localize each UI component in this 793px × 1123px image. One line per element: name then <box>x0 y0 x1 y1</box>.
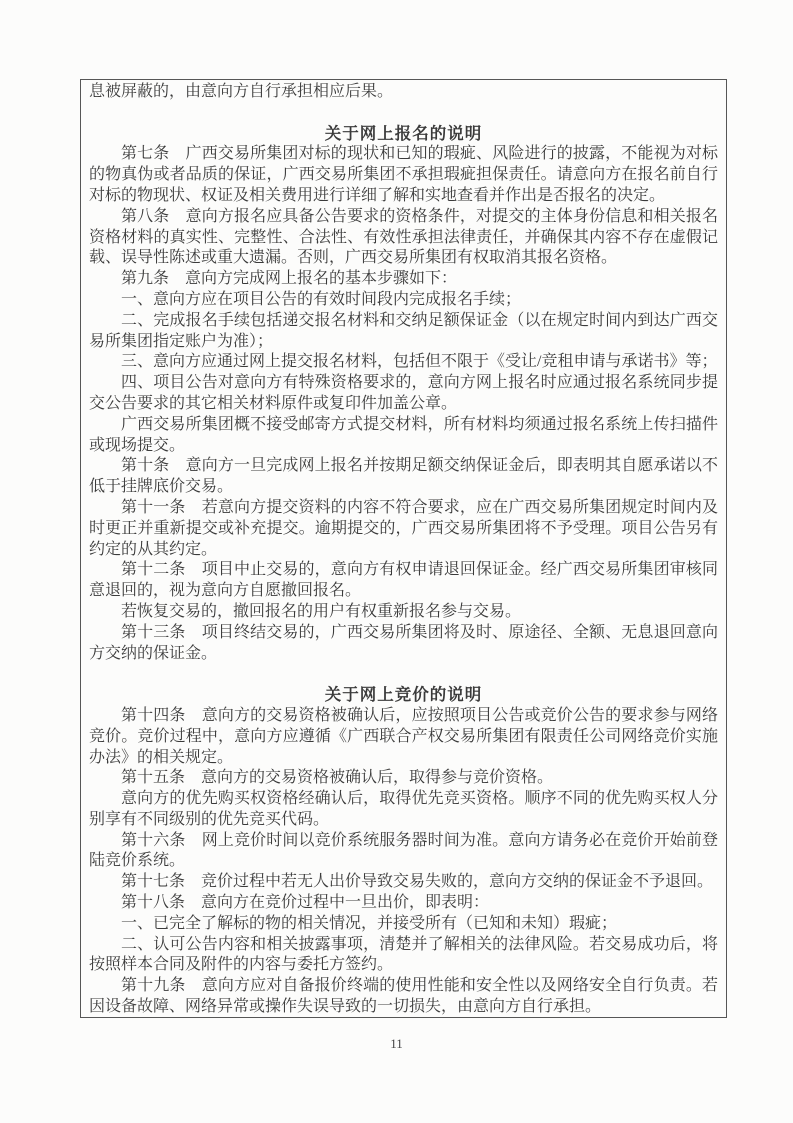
section-heading: 关于网上报名的说明 <box>324 123 483 143</box>
paragraph: 意向方的优先购买权资格经确认后，取得优先竞买资格。顺序不同的优先购买权人分别享有不同级别的优先竞买代码。 <box>89 790 718 828</box>
paragraph: 第十三条 项目终结交易的，广西交易所集团将及时、原途径、全额、无息退回意向方交纳的保证金。 <box>89 623 718 662</box>
paragraph: 广西交易所集团概不接受邮寄方式提交材料，所有材料均须通过报名系统上传扫描件或现场提交。 <box>89 415 718 454</box>
page-number: 11 <box>390 1036 403 1051</box>
paragraph: 三、意向方应通过网上提交报名材料，包括但不限于《受让/竞租申请与承诺书》等； <box>121 353 718 371</box>
paragraph: 第十六条 网上竞价时间以竞价系统服务器时间为准。意向方请务必在竞价开始前登陆竞价系统。 <box>89 831 718 870</box>
paragraph: 若恢复交易的，撤回报名的用户有权重新报名参与交易。 <box>121 602 522 620</box>
leading-paragraph: 息被屏蔽的，由意向方自行承担相应后果。 <box>89 83 394 100</box>
page-frame <box>80 79 727 1018</box>
paragraph: 第九条 意向方完成网上报名的基本步骤如下： <box>121 270 458 288</box>
paragraph: 第八条 意向方报名应具备公告要求的资格条件，对提交的主体身份信息和相关报名资格材料的真实性、完整性、合法性、有效性承担法律责任，并确保其内容不存在虚假记载、误导性陈述或重大遗漏。否则，广西交易所集团有权取消其报名资格。 <box>89 207 718 267</box>
paragraph: 第十七条 竞价过程中若无人出价导致交易失败的，意向方交纳的保证金不予退回。 <box>121 873 714 891</box>
paragraph: 第十二条 项目中止交易的，意向方有权申请退回保证金。经广西交易所集团审核同意退回的，视为意向方自愿撤回报名。 <box>89 561 718 600</box>
paragraph: 第十一条 若意向方提交资料的内容不符合要求，应在广西交易所集团规定时间内及时更正并重新提交或补充提交。逾期提交的，广西交易所集团将不予受理。项目公告另有约定的从其约定。 <box>89 498 718 558</box>
paragraph: 第十八条 意向方在竞价过程中一旦出价，即表明： <box>121 894 490 912</box>
paragraph: 第七条 广西交易所集团对标的现状和已知的瑕疵、风险进行的披露，不能视为对标的物真伪或者品质的保证，广西交易所集团不承担瑕疵担保责任。请意向方在报名前自行对标的物现状、权证及相关费用进行详细了解和实地查看并作出是否报名的决定。 <box>89 145 718 204</box>
paragraph: 第十五条 意向方的交易资格被确认后，取得参与竞价资格。 <box>121 769 554 787</box>
paragraph: 二、认可公告内容和相关披露事项，清楚并了解相关的法律风险。若交易成功后，将按照样本合同及附件的内容与委托方签约。 <box>89 935 718 974</box>
paragraph: 第十九条 意向方应对自备报价终端的使用性能和安全性以及网络安全自行负责。若因设备故障、网络异常或操作失误导致的一切损失，由意向方自行承担。 <box>89 977 718 1016</box>
section-heading: 关于网上竞价的说明 <box>324 685 483 705</box>
paragraph: 第十条 意向方一旦完成网上报名并按期足额交纳保证金后，即表明其自愿承诺以不低于挂牌底价交易。 <box>89 457 718 496</box>
paragraph: 二、完成报名手续包括递交报名材料和交纳足额保证金（以在规定时间内到达广西交易所集团指定账户为准）； <box>89 311 718 350</box>
paragraph: 四、项目公告对意向方有特殊资格要求的，意向方网上报名时应通过报名系统同步提交公告要求的其它相关材料原件或复印件加盖公章。 <box>89 374 718 412</box>
paragraph: 一、已完全了解标的物的相关情况，并接受所有（已知和未知）瑕疵； <box>121 914 618 932</box>
paragraph: 一、意向方应在项目公告的有效时间段内完成报名手续； <box>121 290 522 308</box>
document-sections <box>89 124 718 1018</box>
paragraph: 第十四条 意向方的交易资格被确认后，应按照项目公告或竞价公告的要求参与网络竞价。竞价过程中，意向方应遵循《广西联合产权交易所集团有限责任公司网络竞价实施办法》的相关规定。 <box>89 706 718 766</box>
document-body <box>89 82 718 1018</box>
